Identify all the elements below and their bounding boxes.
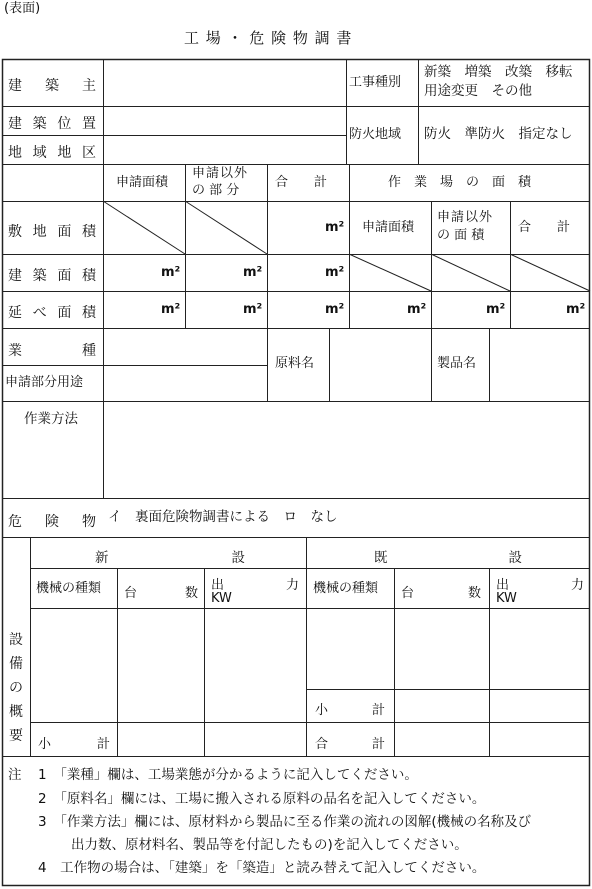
unit-nobe-2: m² — [243, 302, 263, 317]
label-shikichi-menseki: 敷 地 面 積 — [8, 224, 96, 240]
label-shinsetsu: 新 設 — [95, 550, 245, 566]
col-shinsei-menseki-2: 申請面積 — [362, 220, 415, 235]
unit-kenchiku-3: m² — [325, 265, 345, 280]
notes-prefix: 注 — [8, 767, 22, 783]
unit-shikichi-goukei: m² — [325, 220, 345, 235]
kouji-options-line1: 新築 増築 改築 移転 — [424, 64, 573, 80]
col-shinsei-igai-1: 申請以外 — [192, 166, 249, 181]
label-gyoushu: 業 種 — [8, 343, 96, 359]
label-genryoumei: 原料名 — [275, 356, 315, 371]
label-sagyou-houhou: 作業方法 — [24, 411, 78, 427]
label-kenchiku-ichi: 建 築 位 置 — [8, 116, 96, 132]
page-title: 工 場 ・ 危 険 物 調 書 — [184, 29, 353, 47]
col-kikai-shurui-existing: 機械の種類 — [313, 581, 379, 596]
col-shutsuryoku-existing: 出 力 — [496, 578, 584, 593]
col-shinsei-igai-b2: の 面 積 — [437, 228, 485, 243]
unit-nobe-6: m² — [566, 302, 586, 317]
col-goukei: 合 計 — [275, 175, 328, 190]
label-shinsei-bubun-youto: 申請部分用途 — [5, 375, 84, 390]
label-setsubi-gaiyou: 設 備 の 概 要 — [9, 632, 23, 744]
side-label: (表面) — [4, 1, 41, 16]
col-shinsei-menseki: 申請面積 — [116, 175, 169, 190]
col-sagyoujou-menseki: 作 業 場 の 面 積 — [388, 175, 532, 190]
unit-nobe-3: m² — [325, 302, 345, 317]
note-1: 1 「業種」欄は、工場業態が分かるように記入してください。 — [38, 767, 418, 783]
bouka-options: 防火 準防火 指定なし — [424, 126, 573, 142]
col-shutsuryoku-new: 出 力 — [211, 578, 299, 593]
label-kenchikunushi: 建 築 主 — [8, 78, 96, 94]
label-kisetsu: 既 設 — [374, 550, 522, 566]
col-kw-new: KW — [211, 591, 232, 606]
unit-nobe-1: m² — [161, 302, 181, 317]
unit-kenchiku-2: m² — [243, 265, 263, 280]
col-shinsei-igai-b1: 申請以外 — [437, 210, 494, 225]
label-chiiki-chiku: 地 域 地 区 — [8, 145, 96, 161]
label-shoukei-new: 小 計 — [38, 737, 110, 752]
note-3b: 出力数、原材料名、製品等を付記したもの)を記入してください。 — [71, 837, 468, 853]
col-shinsei-igai-2: の 部 分 — [192, 183, 240, 198]
label-nobe-menseki: 延 べ 面 積 — [8, 305, 96, 321]
col-daisuu-new: 台 数 — [124, 586, 198, 601]
label-bouka-chiiki: 防火地域 — [349, 127, 402, 142]
col-kikai-shurui-new: 機械の種類 — [36, 581, 102, 596]
label-goukei-existing: 合 計 — [315, 737, 385, 752]
label-seihinmei: 製品名 — [437, 356, 477, 371]
label-kikenbutsu: 危 険 物 — [8, 514, 96, 530]
kouji-options-line2: 用途変更 その他 — [424, 83, 532, 99]
unit-nobe-4: m² — [407, 302, 427, 317]
col-kw-existing: KW — [496, 591, 517, 606]
note-4: 4 工作物の場合は、「建築」を「築造」と読み替えて記入してください。 — [38, 860, 486, 876]
unit-kenchiku-1: m² — [161, 265, 181, 280]
label-kenchiku-menseki: 建 築 面 積 — [8, 268, 96, 284]
kikenbutsu-options: イ 裏面危険物調書による ロ なし — [108, 509, 338, 525]
label-kouji-shubetsu: 工事種別 — [349, 75, 402, 90]
col-daisuu-existing: 台 数 — [401, 586, 481, 601]
col-goukei-2: 合 計 — [518, 220, 571, 235]
label-shoukei-existing: 小 計 — [315, 703, 385, 718]
note-2: 2 「原料名」欄には、工場に搬入される原料の品名を記入してください。 — [38, 791, 486, 807]
note-3a: 3 「作業方法」欄には、原材料から製品に至る作業の流れの図解(機械の名称及び — [38, 814, 532, 830]
unit-nobe-5: m² — [486, 302, 506, 317]
